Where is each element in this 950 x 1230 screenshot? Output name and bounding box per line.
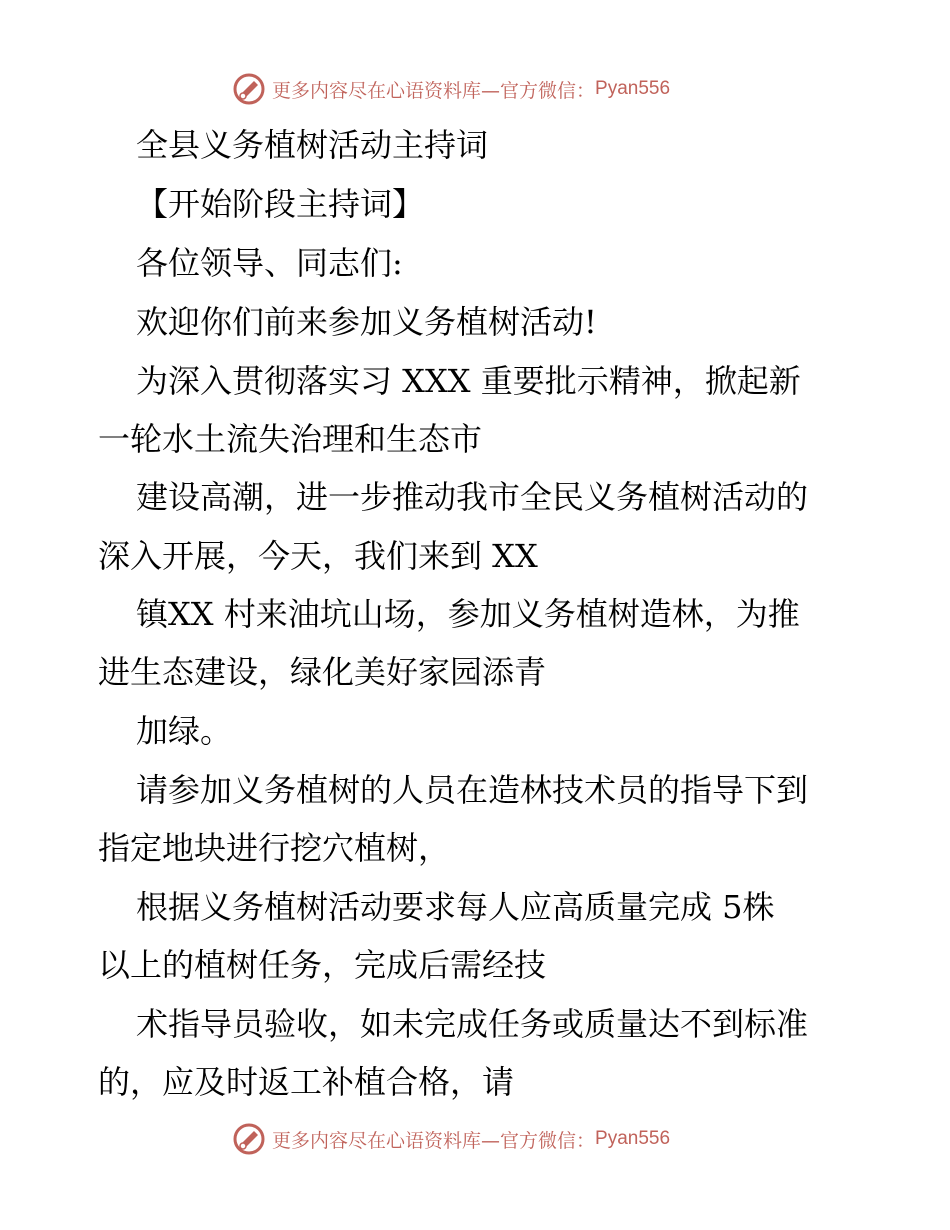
text-line: 请参加义务植树的人员在造林技术员的指导下到 — [136, 771, 809, 809]
watermark-text: 更多内容尽在心语资料库—官方微信： — [272, 79, 596, 102]
text-line: 根据义务植树活动要求每人应高质量完成 5株 — [136, 888, 775, 926]
text-line: 建设高潮，进一步推动我市全民义务植树活动的 — [136, 478, 809, 516]
document-title: 全县义务植树活动主持词 — [136, 126, 489, 164]
text-line: 术指导员验收，如未完成任务或质量达不到标准 — [136, 1005, 809, 1043]
watermark-header — [232, 71, 670, 107]
text-line: 一轮水土流失治理和生态市 — [98, 420, 483, 458]
watermark-handle: Pyan556 — [595, 78, 671, 99]
watermark-text: 更多内容尽在心语资料库—官方微信： — [272, 1129, 596, 1152]
section-heading: 【开始阶段主持词】 — [136, 185, 425, 223]
text-line: 进生态建设，绿化美好家园添青 — [98, 653, 547, 691]
text-line: 各位领导、同志们: — [136, 244, 403, 282]
text-line: 以上的植树任务，完成后需经技 — [98, 946, 547, 984]
text-line: 的，应及时返工补植合格，请 — [98, 1063, 515, 1101]
brand-logo-icon — [232, 72, 266, 106]
text-line: 欢迎你们前来参加义务植树活动! — [136, 303, 597, 341]
text-line: 加绿。 — [136, 712, 233, 750]
text-line: 为深入贯彻落实习 XXX 重要批示精神，掀起新 — [136, 362, 801, 400]
text-line: 镇XX 村来油坑山场，参加义务植树造林，为推 — [136, 595, 800, 633]
watermark-handle: Pyan556 — [595, 1128, 671, 1149]
brand-logo-icon — [232, 1122, 266, 1156]
text-line: 深入开展，今天，我们来到 XX — [98, 537, 538, 575]
text-line: 指定地块进行挖穴植树， — [98, 829, 451, 867]
watermark-footer — [232, 1121, 670, 1157]
